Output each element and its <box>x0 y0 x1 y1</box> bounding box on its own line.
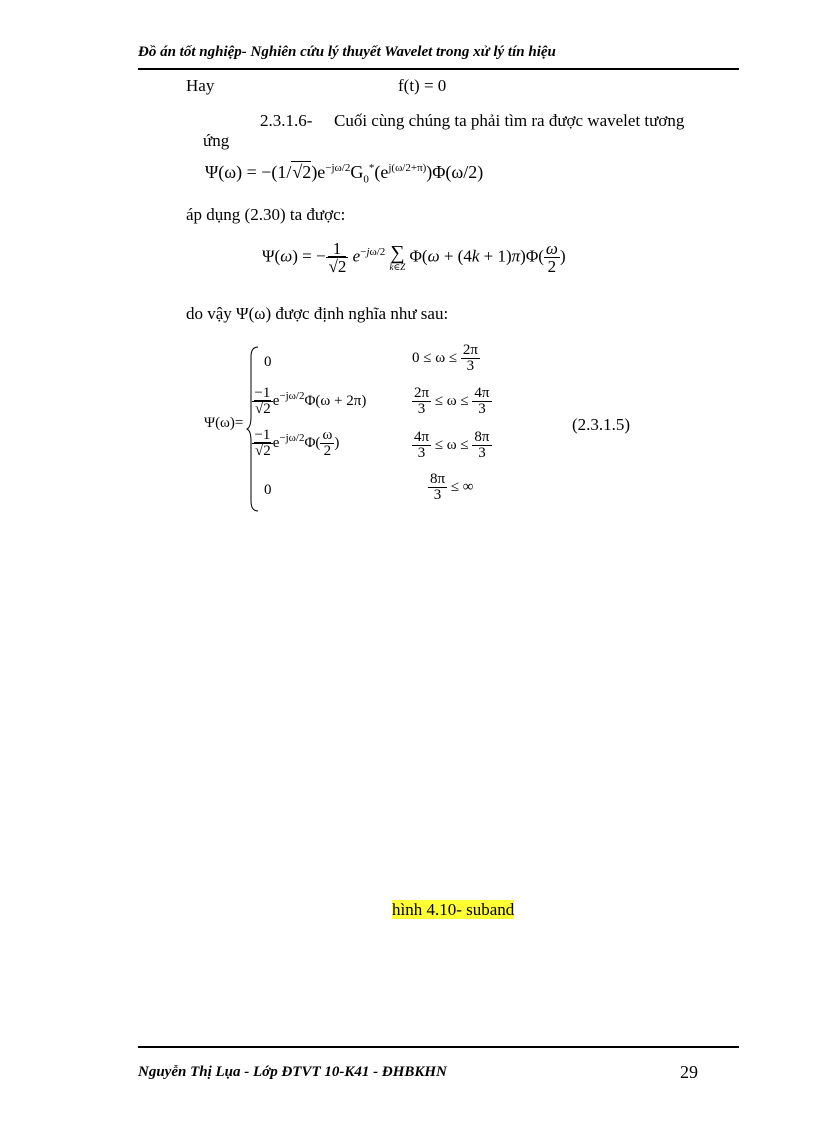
page-header-title: Đồ án tốt nghiệp- Nghiên cứu lý thuyết Wavelet trong xử lý tín hiệu <box>138 44 556 60</box>
hay-equation: f(t) = 0 <box>398 76 447 95</box>
wavelet-equation-1: $\Psi(\omega) = -(1/√2)e^{-j\omega/2}G_0^*(e^{j(\omega/2+\pi)})\Phi(\omega/2)$ <box>205 162 484 186</box>
equation-label: (2.3.1.5) <box>572 415 631 434</box>
figure-caption <box>392 900 514 920</box>
footer-rule <box>138 1046 739 1048</box>
footer-author: Nguyễn Thị Lụa - Lớp ĐTVT 10-K41 - ĐHBKHN <box>138 1064 447 1080</box>
case-3-condition: $\frac{4\pi}{3}$ ≤ ω ≤ $\frac{8\pi}{3}$ <box>414 429 490 461</box>
case-2-value: $\frac{-1}{√2}$ $e^{-j\omega/2}\Phi(\omega + 2\pi)$ <box>252 386 366 417</box>
case-1-value: 0 <box>264 354 272 370</box>
case-1-condition: 0 ≤ ω ≤ $\frac{2\pi}{3}$ <box>412 342 478 374</box>
header-rule <box>138 68 739 70</box>
step-text-continuation: ứng <box>203 131 230 150</box>
figure-caption-text: hình 4.10- suband <box>392 900 515 919</box>
page-number: 29 <box>680 1062 698 1082</box>
hay-label: Hay <box>186 76 215 95</box>
case-2-condition: $\frac{2\pi}{3}$ ≤ ω ≤ $\frac{4\pi}{3}$ <box>414 385 490 417</box>
step-number: 2.3.1.6- <box>260 111 313 130</box>
step-text: Cuối cùng chúng ta phải tìm ra được wavelet tương <box>334 111 685 130</box>
apply-text: áp dụng (2.30) ta được: <box>186 205 346 224</box>
wavelet-equation-2: Ψ(ω) = − $\frac{1}{√2}$ $e^{-j\omega/2}$ ∑ k∈Z Φ(ω + (4k + 1)π)Φ( $\frac{\omega}{2}$ ) <box>262 239 566 276</box>
define-text: do vậy Ψ(ω) được định nghĩa như sau: <box>186 304 449 323</box>
case-4-condition: $\frac{8\pi}{3}$ ≤ ∞ <box>430 471 474 503</box>
piecewise-lhs: Ψ(ω)= <box>204 415 244 431</box>
case-4-value: 0 <box>264 482 272 498</box>
case-3-value: $\frac{-1}{√2}$ $e^{-j\omega/2}\Phi$( $\frac{\omega}{2}$ ) <box>252 428 339 459</box>
